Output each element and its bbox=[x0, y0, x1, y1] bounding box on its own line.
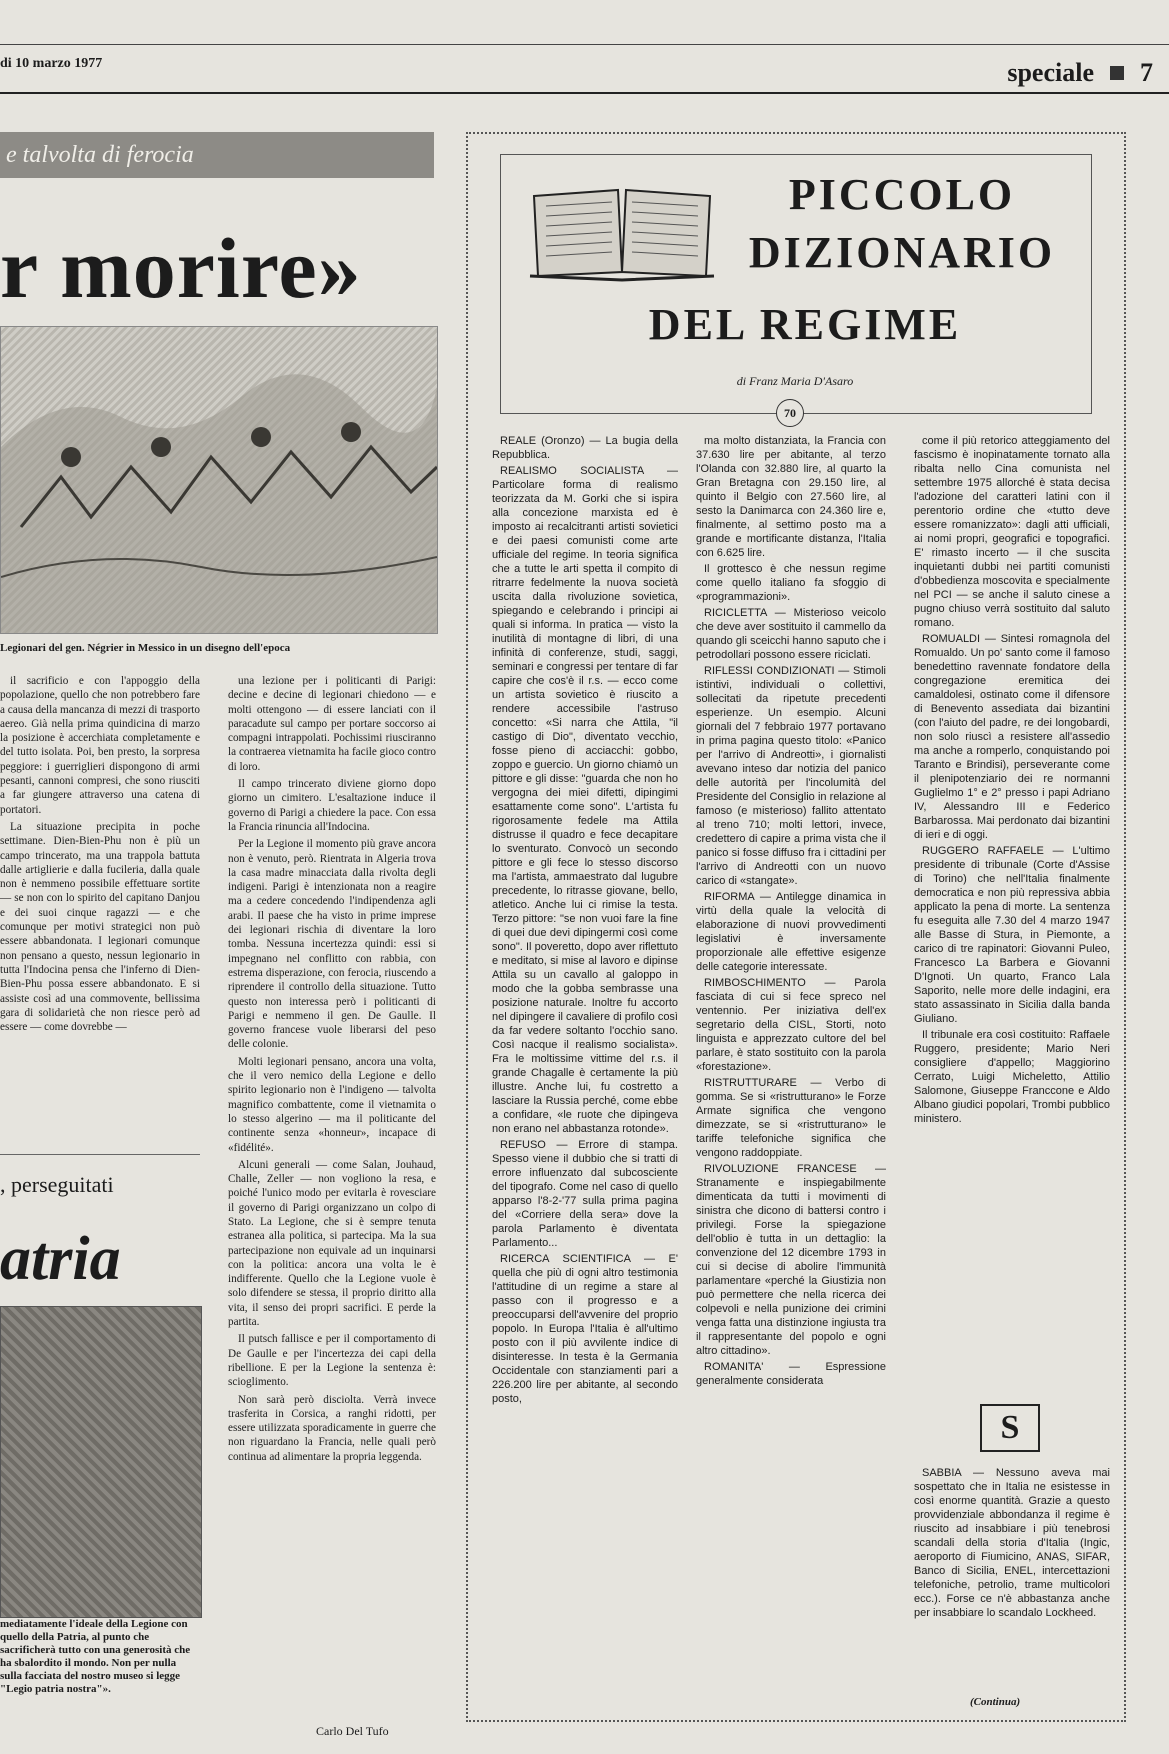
dictionary-entry: RIFLESSI CONDIZIONATI — Stimoli istintivi, individuali o collettivi, sollecitati da ripetute precedenti esperienze. Un esempio. Alcuni giornali del 7 febbraio 1977 portavano in prima pagina questo titolo: «Panico per l'arrivo di Andreotti», i giornalisti avevano inteso dar notizia del panico delle autorità per l'incolumità del Presidente del Consiglio in relazione al famoso (e misterioso) fallito attentato al treno 710; molti lettori, invece, credettero di capire a prima vista che il panico si fosse diffuso fra i cittadini per l'arrivo di Andreotti con un nuovo carico di «stangate». bbox=[696, 665, 886, 887]
dictionary-column-3-continued bbox=[914, 1466, 1110, 1712]
dictionary-entry: SABBIA — Nessuno aveva mai sospettato che in Italia ne esistesse in così enorme quantità. Grazie a questo provvidenziale abbondanza il regime è riuscito ad insabbiare i più tenebrosi scandali della storia d'Italia (Ingic, aeroporto di Fiumicino, ANAS, SIFAR, Banco di Sicilia, ENEL, intercettazioni telefoniche, petrolio, trame multicolori ecc.). Forse ce n'è abbastanza anche per insabbiare lo scandalo Lockheed. bbox=[914, 1467, 1110, 1619]
dictionary-entry: ROMANITA' — Espressione generalmente considerata bbox=[696, 1361, 886, 1387]
installment-number: 70 bbox=[776, 399, 804, 427]
paragraph: il sacrificio e con l'appoggio della popolazione, quello che non potrebbero fare a causa della mancanza di mezzi di trasporto aereo. Già nella prima quindicina di marzo la posizione è accerchiata completamente e del tutto isolata. Poi, ben presto, la sorpresa peggiore: i guerriglieri dispongono di armi pesanti, cannoni compresi, che sono riusciti a far giungere attraverso una catena di portatori. bbox=[0, 675, 200, 816]
dictionary-entry: ma molto distanziata, la Francia con 37.630 lire per abitante, al terzo l'Olanda con 32.880 lire, al quarto la Gran Bretagna con 29.150 lire, al quinto il Belgio con 27.560 lire, al sesto la Danimarca con 24.360 lire e, finalmente, al settimo posto ma a grande e mortificante distanza, l'Italia con 6.625 lire. bbox=[696, 435, 886, 559]
dictionary-column-3 bbox=[914, 434, 1110, 1384]
dictionary-entry: RIFORMA — Antilegge dinamica in virtù della quale la velocità di elaborazione di nuovi provvedimenti legislativi è inversamente proporzionale alle effettive esigenze delle categorie interessate. bbox=[696, 891, 886, 973]
open-book-icon bbox=[528, 176, 716, 282]
article-column-1 bbox=[0, 674, 200, 1134]
dictionary-entry: ROMUALDI — Sintesi romagnola del Romualdo. Un po' santo come il famoso benedettino ravennate fondatore della congregazione eremitica dei camaldolesi, ostinato come il difensore di Benevento assediata dai bizantini (con l'aiuto del padre, re dei longobardi, non solo riuscì a resistere all'assedio ma anche a romperlo, conquistando poi Taranto e Brindisi), perseverante come il plenipotenziario dei re normanni Guglielmo 1° e 2° presso i papi Adriano IV, Alessandro III e Federico Barbarossa. Mai perdonato dai bizantini di ieri e di oggi. bbox=[914, 633, 1110, 841]
paragraph: Per la Legione il momento più grave ancora non è venuto, però. Rientrata in Algeria trova la casa madre minacciata dalla rivolta degli indigeni. Parigi è intenzionata non a reagire ma a cedere concedendo l'indipendenza agli arabi. Il paese che ha visto in prime imprese dei legionari rischia di diventare la loro tomba. Nessuna incertezza quindi: essi si impegnano nel conflitto con rabbia, con estrema disperazione, con ferocia, riuscendo a riprendere il controllo della situazione. Tutto questo non interessa però i politicanti di Parigi e nemmeno il gen. De Gaulle. Il governo francese vuole liberarsi del peso delle colonie. bbox=[228, 838, 436, 1051]
book-drawing bbox=[528, 176, 716, 282]
issue-date: di 10 marzo 1977 bbox=[0, 56, 103, 71]
section-divider bbox=[0, 1154, 200, 1155]
section-name: speciale bbox=[1007, 58, 1094, 87]
paragraph: Non sarà però disciolta. Verrà invece trasferita in Corsica, a ranghi ridotti, per essere utilizzata sporadicamente in guerre che non riguardano la Francia, nelle quali però continua ad alimentare la propria leggenda. bbox=[228, 1393, 436, 1463]
paragraph: Il campo trincerato diviene giorno dopo giorno un cimitero. L'esaltazione induce il governo di Parigi a chiedere la pace. Con essa la Francia rinuncia all'Indocina. bbox=[228, 778, 436, 833]
dictionary-author: di Franz Maria D'Asaro bbox=[736, 374, 854, 388]
illustration-drawing bbox=[1, 327, 437, 633]
dictionary-column-1 bbox=[492, 434, 678, 1724]
dictionary-entry: RISTRUTTURARE — Verbo di gomma. Se si «ristrutturano» le Forze Armate significa che vengono dimezzate, se si «ristrutturano» le tariffe telefoniche significa che vengono raddoppiate. bbox=[696, 1077, 886, 1159]
header-rule bbox=[0, 92, 1169, 94]
paragraph: Il putsch fallisce e per il comportamento di De Gaulle e per l'incertezza dei capi della ribellione. E per la Legione la sentenza è: scioglimento. bbox=[228, 1333, 436, 1389]
legionnaires-illustration bbox=[0, 326, 438, 634]
dictionary-title-line: DIZIONARIO bbox=[748, 228, 1056, 277]
second-article-headline: atria bbox=[0, 1225, 121, 1293]
dictionary-entry: Il tribunale era così costituito: Raffaele Ruggero, presidente; Mario Neri consigliere d'appello; Maggiorino Cerrato, Luigi Micheletto, Attilio Salomone, Giuseppe Franccone e Aldo Albano giudici popolari, Trombi pubblico ministero. bbox=[914, 1029, 1110, 1125]
dictionary-entry: Il grottesco è che nessun regime come quello italiano fa sfoggio di «programmazioni». bbox=[696, 563, 886, 603]
dictionary-title bbox=[722, 166, 1082, 282]
dictionary-entry: RIVOLUZIONE FRANCESE — Stranamente e inspiegabilmente dimenticata da tutti i movimenti di sinistra che dicono di battersi contro i privilegi. Forse la spiegazione dell'oblio è tutta in un dettaglio: la convenzione del 12 dicembre 1793 in cui si decise di abolire l'immunità parlamentare «perché la Giustizia non può permettere che nella ricerca dei colpevoli e nella punizione dei crimini venga fatta una distinzione ingiusta tra il rappresentante del popolo e ogni altro cittadino». bbox=[696, 1163, 886, 1357]
article-column-2 bbox=[228, 674, 436, 1714]
paragraph: una lezione per i politicanti di Parigi: decine e decine di legionari chiedono — e molti ottengono — di essere lanciati con il paracadute sul campo per portare soccorso ai compagni intrappolati. Pochissimi riusciranno la contraerea vietnamita ha facile gioco contro di loro. bbox=[228, 675, 436, 773]
dictionary-entry: RICICLETTA — Misterioso veicolo che deve aver sostituito il cammello da quando gli sceicchi hanno saputo che i petrodollari possono essere riciclati. bbox=[696, 607, 886, 661]
paragraph: Alcuni generali — come Salan, Jouhaud, Challe, Zeller — non vogliono la resa, e poiché l'unico modo per evitarla è rovesciare il governo di Parigi organizzano un colpo di Stato. La Legione, che si è sempre tenuta estranea alla politica, si partecipa. Ma la sua partecipazione non equivale ad un inquinarsi con la politica: ancora una volta le è indifferente. Quello che la Legione vuole è solo difendere se stessa, il proprio diritto alla vita, il senso dei propri sacrifici. E perde la partita. bbox=[228, 1158, 436, 1329]
dictionary-entry: REALE (Oronzo) — La bugia della Repubblica. bbox=[492, 435, 678, 461]
article-signature: Carlo Del Tufo bbox=[316, 1724, 389, 1738]
dictionary-entry: RICERCA SCIENTIFICA — E' quella che più di ogni altro testimonia l'attitudine di un regime a stare al passo con il progresso e a preoccuparsi dell'avvenire del proprio popolo. In Europa l'Italia è all'ultimo posto con il più avvilente indice di disinteresse. In testa è la Germania Occidentale con stanziamenti pari a 226.200 lire per abitante, al secondo posto, bbox=[492, 1253, 678, 1405]
article-headline: r morire» bbox=[0, 220, 362, 316]
letter-section-marker: S bbox=[980, 1404, 1040, 1452]
section-square-icon bbox=[1110, 66, 1124, 80]
top-rule bbox=[0, 44, 1169, 45]
dictionary-entry: come il più retorico atteggiamento del fascismo è inopinatamente tornato alla ribalta nello Cina comunista nel settembre 1975 allorché è stata decisa l'adozione del caratteri latini con il perentorio ordine che «tutto deve essere romanizzato»: dagli atti ufficiali, ai nomi propri, geografici e topografici. E' rimasto incerto — il che suscita inquietanti dubbi nei partiti comunisti d'obbedienza moscovita e specialmente nel PCI — se anche il saluto cinese a pugno chiuso verrà sostituito dal saluto romano. bbox=[914, 435, 1110, 629]
continued-marker: (Continua) bbox=[970, 1696, 1021, 1708]
dictionary-title-line: DEL REGIME bbox=[648, 300, 962, 349]
photo-caption: mediatamente l'ideale della Legione con quello della Patria, al punto che sacrificherà tutto con una generosità che ha sbalordito il mondo. Non per nulla sulla facciata del nostro museo si legge "Legio patria nostra"». bbox=[0, 1618, 191, 1695]
dictionary-title-line: PICCOLO bbox=[788, 170, 1016, 219]
dictionary-column-2 bbox=[696, 434, 886, 1724]
illustration-caption: Legionari del gen. Négrier in Messico in un disegno dell'epoca bbox=[0, 642, 291, 654]
dictionary-entry: RUGGERO RAFFAELE — L'ultimo presidente di tribunale (Corte d'Assise di Torino) che nell'Italia finalmente democratica e non più repressiva abbia applicato la pena di morte. La sentenza fu eseguita alle 7.30 del 4 marzo 1947 alle Basse di Stura, in Piemonte, a carico di tre rapinatori: Giovanni Puleo, Francesco La Barbera e Giovanni D'Ignoti. Un quarto, Franco Lala Saporito, nelle more delle indagini, era stato assassinato in Sicilia dalla banda Giuliano. bbox=[914, 845, 1110, 1025]
soldiers-photo bbox=[0, 1306, 202, 1618]
dictionary-entry: REFUSO — Errore di stampa. Spesso viene il dubbio che si tratti di errore influenzato dal subcosciente del tipografo. Come nel caso di quello apparso l'8-2-'77 sulla prima pagina del «Corriere della sera» dove la parola Parlamento è diventata Parlamento... bbox=[492, 1139, 678, 1249]
paragraph: Molti legionari pensano, ancora una volta, che il vero nemico della Legione e dello spirito legionario non è l'indigeno — talvolta magnifico combattente, come il vietnamita o lo stesso algerino — ma il politicante del continente senza «honneur», incapace di «fidélité». bbox=[228, 1055, 436, 1154]
article-banner: e talvolta di ferocia bbox=[0, 132, 434, 178]
dictionary-entry: RIMBOSCHIMENTO — Parola fasciata di cui si fece spreco nel ventennio. Per iniziativa dell'ex segretario della CISL, Storti, noto linguista e apprezzato cultore del bel parlare, è stato sostituito con la parola «forestazione». bbox=[696, 977, 886, 1073]
page-number: 7 bbox=[1140, 58, 1153, 87]
second-article-subtitle: , perseguitati bbox=[0, 1172, 114, 1197]
page-header-right bbox=[1007, 58, 1153, 88]
dictionary-entry: REALISMO SOCIALISTA — Particolare forma di realismo teorizzata da M. Gorki che si ispira alla concezione marxista ed è imposto ai recalcitranti artisti sovietici e dei paesi comunisti come arte ufficiale del regime. In teoria significa che a tutte le arti spetta il compito di ritrarre fedelmente la nuova società uscita dalla rivoluzione sovietica, spiegando e celebrando i principi ai quali si informa. In pratica — visto la inutilità di montagne di libri, di una infinità di conferenze, studi, saggi, seminari e congressi per tentare di far capire che cos'è il r.s. — ecco come un artista sovietico è riuscito a rendere accessibile l'astruso concetto: «Si narra che Attila, "il castigo di Dio", diventato vecchio, fosse pieno di acciacchi: gobbo, zoppo e guercio. Un giorno chiamò un pittore e gli disse: "guarda che non ho vergogna dei miei difetti, dipingimi esattamente come sono". L'artista fu rigorosamente fedele ma Attila distrusse il quadro e fece decapitare lo sventurato. Convocò un secondo pittore e gli fece lo stesso discorso ma l'artista, ammaestrato dal lugubre precedente, lo ritrasse giovane, bello, atletico. Anche lui ci rimise la testa. Terzo pittore: "se non vuoi fare la fine di quei due devi dipingermi così come sono". Il poveretto, dopo aver riflettuto e meditato, si mise al lavoro e dipinse Attila su un cavallo al galoppo in modo che la gobba sembrasse una posizione naturale. Inoltre fu accorto nel dipingere il cavaliere di profilo così da far vedere soltanto l'occhio sano. Così nacque il realismo socialista». Fra le moltissime vittime del r.s. il grande Chagalle è certamente la più illustre. Anche lui, fu costretto a lasciare la Russia perché, come ebbe a confidare, «le ruote che dipingeva non erano nel abbastanza rotonde». bbox=[492, 465, 678, 1135]
paragraph: La situazione precipita in poche settimane. Dien-Bien-Phu non è più un campo trincerato, ma una trappola battuta dalle artiglierie e dalla fucileria, dalla quale non è nemmeno possibile effettuare sortite — se non con lo spirito del capitano Danjou e dei suoi cinque ragazzi — e che comunque per motivi strategici non può essere abbandonata. I legionari comunque non pensano a questo, nessun legionario in tutta l'Indocina pensa che l'inferno di Dien-Bien-Phu possa essere abbandonato. E si assiste così ad una commovente, bellissima gara di solidarietà che non riesce però ad essere — come dovrebbe — bbox=[0, 820, 200, 1034]
